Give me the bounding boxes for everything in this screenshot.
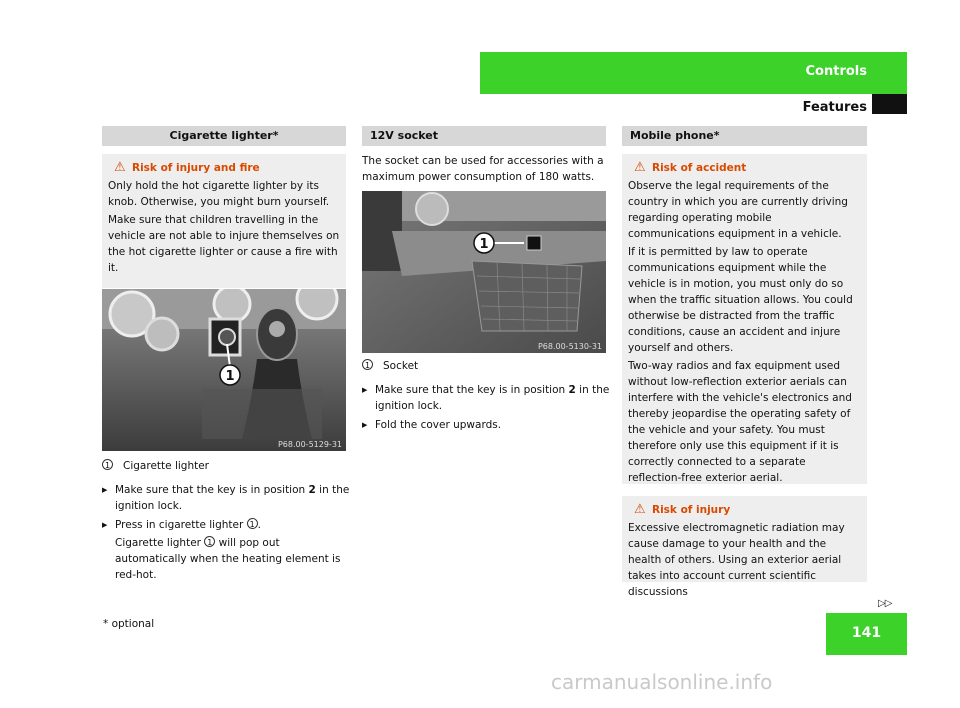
warning-title: Risk of accident [652, 162, 747, 174]
callout-number-icon: 1 [362, 359, 373, 370]
instruction-step: ▶ Make sure that the key is in position 2 in the ignition lock. [362, 382, 612, 414]
socket-instructions [362, 358, 612, 433]
page-number: 141 [826, 613, 907, 655]
warning-title: Risk of injury [652, 504, 731, 516]
photo-callout: 1 [479, 237, 489, 252]
warning-icon: ⚠ [634, 160, 646, 175]
legend-item: 1 Cigarette lighter [102, 458, 352, 474]
socket-photo [362, 191, 606, 353]
photo-code: P68.00-5130-31 [537, 342, 602, 351]
callout-number-icon: 1 [102, 459, 113, 470]
warning-text: Observe the legal requirements of the country in which you are currently driving regarding operating mobile communications equipment in a vehicle. [628, 180, 848, 240]
warning-text: If it is permitted by law to operate communications equipment while the vehicle is in motion, you must only do so when the traffic situation allows. You could otherwise be distracted from the traffic conditions, cause an accident and injure yourself and others. [628, 246, 853, 354]
instruction-step: ▶ Press in cigarette lighter 1 . [102, 517, 352, 533]
warning-box [622, 496, 867, 598]
cigarette-lighter-instructions [102, 458, 352, 583]
instruction-note: Cigarette lighter 1 will pop out automatically when the heating element is red-hot. [115, 537, 341, 581]
warning-title: Risk of injury and fire [132, 162, 260, 174]
continued-arrow-icon: ▷▷ [878, 598, 892, 609]
instruction-step: ▶ Make sure that the key is in position 2 in the ignition lock. [102, 482, 352, 514]
warning-box [102, 154, 346, 288]
warning-text: Make sure that children travelling in the vehicle are not able to injure themselves on the hot cigarette lighter or cause a fire with it. [108, 214, 340, 274]
callout-number-icon: 1 [247, 518, 258, 529]
warning-box [622, 154, 867, 484]
chapter-tab [480, 52, 907, 94]
section-heading: Cigarette lighter* [102, 126, 346, 146]
intro-text: The socket can be used for accessories with a maximum power consumption of 180 watts. [362, 155, 604, 183]
instruction-step: ▶ Fold the cover upwards. [362, 417, 612, 433]
section-title: Features [802, 100, 867, 115]
column-mobile-phone [622, 126, 867, 598]
footnote: * optional [103, 618, 155, 630]
warning-text: Only hold the hot cigarette lighter by its knob. Otherwise, you might burn yourself. [108, 180, 330, 208]
legend-item: 1 Socket [362, 358, 612, 374]
warning-icon: ⚠ [114, 160, 126, 175]
watermark: carmanualsonline.info [551, 670, 773, 694]
warning-text: Excessive electromagnetic radiation may cause damage to your health and the health of others. Using an exterior aerial takes into account current scientific discussions [628, 522, 845, 598]
section-heading: Mobile phone* [622, 126, 867, 146]
column-12v-socket [362, 126, 606, 185]
warning-text: Two-way radios and fax equipment used without low-reflection exterior aerials can interfere with the vehicle's electronics and thereby jeopardise the operating safety of the vehicle and your safety. You must therefore only use this equipment if it is correctly connected to a separate reflection-free exterior aerial. [628, 360, 852, 484]
column-cigarette-lighter [102, 126, 346, 288]
photo-code: P68.00-5129-31 [277, 440, 342, 449]
warning-icon: ⚠ [634, 502, 646, 517]
section-heading: 12V socket [362, 126, 606, 146]
cigarette-lighter-photo [102, 289, 346, 451]
section-marker [872, 94, 907, 114]
chapter-title: Controls [805, 64, 867, 79]
callout-number-icon: 1 [204, 536, 215, 547]
photo-callout: 1 [225, 369, 235, 384]
